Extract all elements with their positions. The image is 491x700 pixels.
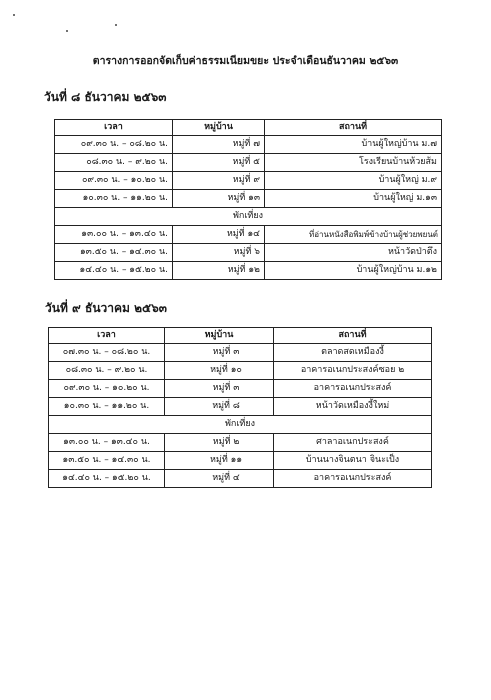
table-row bbox=[49, 434, 432, 452]
column-header-village: หมู่บ้าน bbox=[165, 328, 274, 344]
village-cell: หมู่ที่ ๓ bbox=[165, 344, 274, 362]
time-cell: ๑๐.๓๐ น. – ๑๑.๒๐ น. bbox=[55, 190, 173, 208]
table-row bbox=[49, 398, 432, 416]
time-cell: ๑๓.๐๐ น. – ๑๓.๔๐ น. bbox=[55, 226, 173, 244]
schedule-table bbox=[54, 119, 442, 280]
time-cell: ๐๙.๓๐ น. – ๐๘.๒๐ น. bbox=[55, 136, 173, 154]
village-cell: หมู่ที่ ๑๓ bbox=[173, 190, 265, 208]
time-cell: ๐๘.๓๐ น. – ๙.๒๐ น. bbox=[49, 362, 165, 380]
lunch-break-label: พักเที่ยง bbox=[49, 416, 432, 434]
village-cell: หมู่ที่ ๕ bbox=[173, 154, 265, 172]
scan-speck bbox=[66, 30, 68, 32]
time-cell: ๐๙.๓๐ น. – ๑๐.๒๐ น. bbox=[49, 380, 165, 398]
village-cell: หมู่ที่ ๑๐ bbox=[165, 362, 274, 380]
table-row bbox=[55, 172, 442, 190]
table-row bbox=[55, 136, 442, 154]
village-cell: หมู่ที่ ๒ bbox=[165, 434, 274, 452]
table-row bbox=[55, 154, 442, 172]
column-header-village: หมู่บ้าน bbox=[173, 120, 265, 136]
place-cell: บ้านผู้ใหญ่บ้าน ม.๗ bbox=[265, 136, 442, 154]
time-cell: ๑๓.๕๐ น. – ๑๔.๓๐ น. bbox=[49, 452, 165, 470]
place-cell: ที่อ่านหนังสือพิมพ์ข้างบ้านผู้ช่วยพยนต์ bbox=[265, 226, 442, 244]
scan-speck bbox=[13, 14, 15, 16]
place-cell: อาคารอเนกประสงค์ซอย ๒ bbox=[274, 362, 432, 380]
scan-speck bbox=[115, 24, 117, 26]
village-cell: หมู่ที่ ๑๒ bbox=[173, 262, 265, 280]
place-cell: ตลาดสดเหมืองงี้ bbox=[274, 344, 432, 362]
place-cell: อาคารอเนกประสงค์ bbox=[274, 470, 432, 488]
day-heading: วันที่ ๙ ธันวาคม ๒๕๖๓ bbox=[45, 301, 167, 315]
table-header-row bbox=[55, 120, 442, 136]
table-row bbox=[49, 380, 432, 398]
place-cell: อาคารอเนกประสงค์ bbox=[274, 380, 432, 398]
table-row bbox=[55, 244, 442, 262]
place-cell: หน้าวัดเหมืองงี้ใหม่ bbox=[274, 398, 432, 416]
village-cell: หมู่ที่ ๖ bbox=[173, 244, 265, 262]
village-cell: หมู่ที่ ๗ bbox=[173, 136, 265, 154]
time-cell: ๑๐.๓๐ น. – ๑๑.๒๐ น. bbox=[49, 398, 165, 416]
village-cell: หมู่ที่ ๘ bbox=[165, 398, 274, 416]
lunch-break-row bbox=[49, 416, 432, 434]
column-header-place: สถานที่ bbox=[265, 120, 442, 136]
place-cell: บ้านนางจินตนา จินะเป็ง bbox=[274, 452, 432, 470]
time-cell: ๐๙.๓๐ น. – ๑๐.๒๐ น. bbox=[55, 172, 173, 190]
village-cell: หมู่ที่ ๓ bbox=[165, 380, 274, 398]
time-cell: ๐๗.๓๐ น. – ๐๘.๒๐ น. bbox=[49, 344, 165, 362]
table-header-row bbox=[49, 328, 432, 344]
column-header-time: เวลา bbox=[55, 120, 173, 136]
table-row bbox=[49, 452, 432, 470]
document-title: ตารางการออกจัดเก็บค่าธรรมเนียมขยะ ประจำเดือนธันวาคม ๒๕๖๓ bbox=[92, 55, 399, 67]
time-cell: ๑๔.๔๐ น. – ๑๕.๒๐ น. bbox=[55, 262, 173, 280]
table-row bbox=[55, 262, 442, 280]
time-cell: ๑๔.๔๐ น. – ๑๕.๒๐ น. bbox=[49, 470, 165, 488]
village-cell: หมู่ที่ ๑๔ bbox=[173, 226, 265, 244]
column-header-time: เวลา bbox=[49, 328, 165, 344]
time-cell: ๐๘.๓๐ น. – ๙.๒๐ น. bbox=[55, 154, 173, 172]
lunch-break-label: พักเที่ยง bbox=[55, 208, 442, 226]
table-row bbox=[55, 190, 442, 208]
time-cell: ๑๓.๕๐ น. – ๑๔.๓๐ น. bbox=[55, 244, 173, 262]
table-row bbox=[49, 362, 432, 380]
place-cell: บ้านผู้ใหญ่ ม.๙ bbox=[265, 172, 442, 190]
column-header-place: สถานที่ bbox=[274, 328, 432, 344]
time-cell: ๑๓.๐๐ น. – ๑๓.๔๐ น. bbox=[49, 434, 165, 452]
village-cell: หมู่ที่ ๙ bbox=[173, 172, 265, 190]
table-row bbox=[49, 470, 432, 488]
place-cell: โรงเรียนบ้านห้วยส้ม bbox=[265, 154, 442, 172]
village-cell: หมู่ที่ ๔ bbox=[165, 470, 274, 488]
table-row bbox=[55, 226, 442, 244]
place-cell: บ้านผู้ใหญ่บ้าน ม.๑๒ bbox=[265, 262, 442, 280]
place-cell: บ้านผู้ใหญ่ ม.๑๓ bbox=[265, 190, 442, 208]
place-cell: หน้าวัดป่าตึง bbox=[265, 244, 442, 262]
village-cell: หมู่ที่ ๑๑ bbox=[165, 452, 274, 470]
lunch-break-row bbox=[55, 208, 442, 226]
day-heading: วันที่ ๘ ธันวาคม ๒๕๖๓ bbox=[44, 90, 167, 104]
place-cell: ศาลาอเนกประสงค์ bbox=[274, 434, 432, 452]
table-row bbox=[49, 344, 432, 362]
schedule-table bbox=[48, 327, 432, 488]
